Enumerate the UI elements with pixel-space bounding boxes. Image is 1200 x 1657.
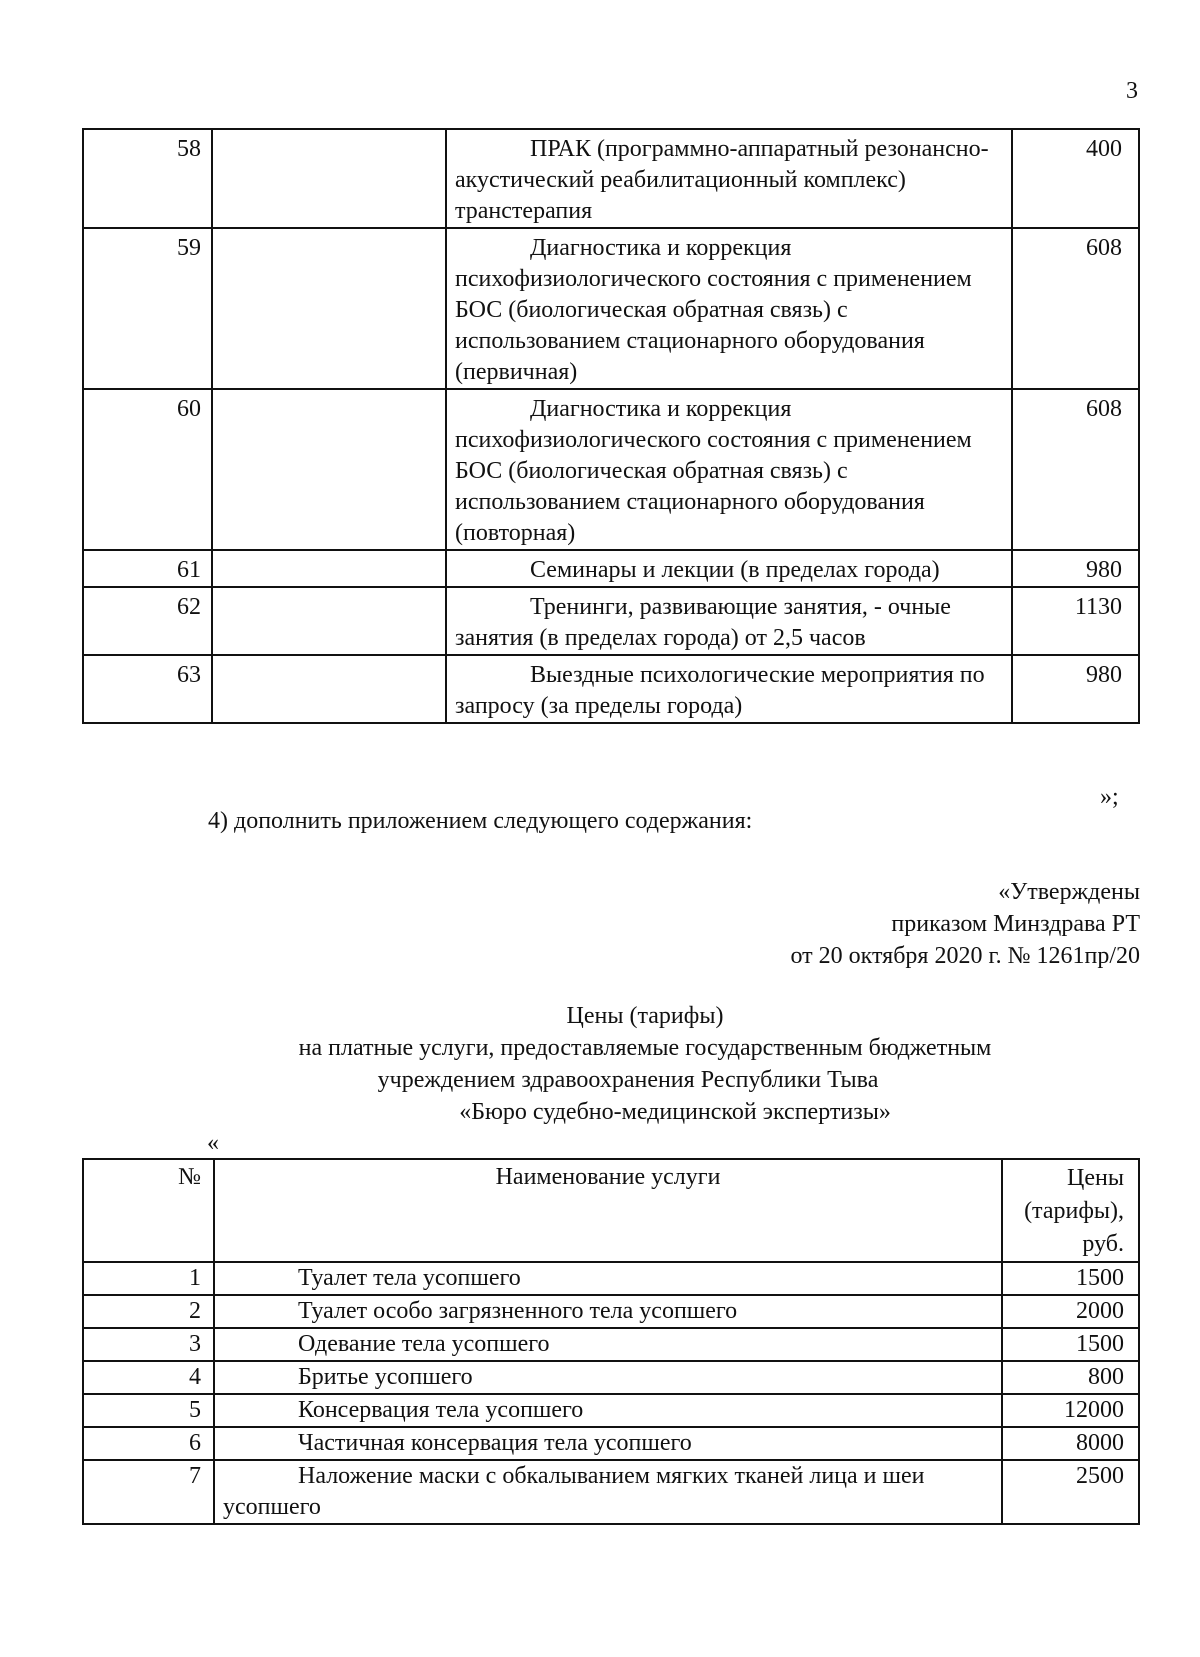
row-number: 60	[83, 389, 212, 550]
row-number: 4	[83, 1361, 214, 1394]
row-number: 3	[83, 1328, 214, 1361]
title-line: Цены (тарифы)	[566, 1003, 724, 1029]
row-code	[212, 228, 446, 389]
tariff-table-continued	[82, 128, 1140, 724]
table-row	[83, 587, 1139, 655]
row-service-name: Семинары и лекции (в пределах города)	[446, 550, 1012, 587]
row-service-name: Тренинги, развивающие занятия, - очные занятия (в пределах города) от 2,5 часов	[446, 587, 1012, 655]
approval-line: «Утверждены	[998, 879, 1140, 905]
table-row	[83, 389, 1139, 550]
header-service-name: Наименование услуги	[214, 1159, 1002, 1262]
row-code	[212, 655, 446, 723]
header-price-line: Цены	[1067, 1165, 1124, 1191]
row-number: 2	[83, 1295, 214, 1328]
row-price: 608	[1012, 228, 1139, 389]
open-quote: «	[207, 1130, 219, 1156]
table-row	[83, 228, 1139, 389]
row-service-name: Консервация тела усопшего	[214, 1394, 1002, 1427]
table-row	[83, 1427, 1139, 1460]
row-code	[212, 389, 446, 550]
table-header-row	[83, 1159, 1139, 1262]
row-number: 6	[83, 1427, 214, 1460]
row-price: 2000	[1002, 1295, 1139, 1328]
row-number: 63	[83, 655, 212, 723]
row-price: 1500	[1002, 1262, 1139, 1295]
table-row	[83, 1460, 1139, 1524]
row-service-name: Диагностика и коррекция психофизиологического состояния с применением БОС (биологическая обратная связь) с использованием стационарного оборудования (повторная)	[446, 389, 1012, 550]
table-row	[83, 655, 1139, 723]
table-row	[83, 550, 1139, 587]
row-service-name: ПРАК (программно-аппаратный резонансно-акустический реабилитационный комплекс) транстерапия	[446, 129, 1012, 228]
row-price: 980	[1012, 655, 1139, 723]
document-title	[0, 1000, 1200, 1128]
row-service-name: Одевание тела усопшего	[214, 1328, 1002, 1361]
table-row	[83, 1328, 1139, 1361]
table-row	[83, 1295, 1139, 1328]
header-number: №	[83, 1159, 214, 1262]
row-number: 1	[83, 1262, 214, 1295]
row-service-name: Диагностика и коррекция психофизиологического состояния с применением БОС (биологическая обратная связь) с использованием стационарного оборудования (первичная)	[446, 228, 1012, 389]
approval-block	[790, 876, 1140, 972]
row-price: 608	[1012, 389, 1139, 550]
row-service-name: Наложение маски с обкалыванием мягких тканей лица и шеи усопшего	[214, 1460, 1002, 1524]
row-number: 61	[83, 550, 212, 587]
row-code	[212, 550, 446, 587]
row-price: 400	[1012, 129, 1139, 228]
row-number: 62	[83, 587, 212, 655]
row-price: 980	[1012, 550, 1139, 587]
table-row	[83, 1262, 1139, 1295]
table-row	[83, 1394, 1139, 1427]
row-price: 1130	[1012, 587, 1139, 655]
title-line: на платные услуги, предоставляемые государственным бюджетным	[298, 1035, 992, 1061]
row-service-name: Бритье усопшего	[214, 1361, 1002, 1394]
row-service-name: Частичная консервация тела усопшего	[214, 1427, 1002, 1460]
row-price: 2500	[1002, 1460, 1139, 1524]
row-price: 800	[1002, 1361, 1139, 1394]
row-service-name: Выездные психологические мероприятия по запросу (за пределы города)	[446, 655, 1012, 723]
header-price	[1002, 1159, 1139, 1262]
row-price: 1500	[1002, 1328, 1139, 1361]
price-table	[82, 1158, 1140, 1525]
table-row	[83, 129, 1139, 228]
row-code	[212, 587, 446, 655]
row-price: 8000	[1002, 1427, 1139, 1460]
row-number: 58	[83, 129, 212, 228]
row-service-name: Туалет тела усопшего	[214, 1262, 1002, 1295]
row-number: 7	[83, 1460, 214, 1524]
row-number: 59	[83, 228, 212, 389]
instruction-text: 4) дополнить приложением следующего содержания:	[208, 808, 753, 834]
header-price-line: руб.	[1082, 1231, 1124, 1257]
header-price-line: (тарифы),	[1024, 1198, 1124, 1224]
closing-quote: »;	[1100, 784, 1119, 810]
title-line: «Бюро судебно-медицинской экспертизы»	[459, 1099, 891, 1125]
title-line: учреждением здравоохранения Республики Тыва	[377, 1067, 879, 1093]
row-service-name: Туалет особо загрязненного тела усопшего	[214, 1295, 1002, 1328]
page-number: 3	[1126, 78, 1138, 104]
row-price: 12000	[1002, 1394, 1139, 1427]
table-row	[83, 1361, 1139, 1394]
approval-date-line: от 20 октября 2020 г. № 1261пр/20	[790, 943, 1140, 969]
row-number: 5	[83, 1394, 214, 1427]
row-code	[212, 129, 446, 228]
approval-line: приказом Минздрава РТ	[891, 911, 1140, 937]
